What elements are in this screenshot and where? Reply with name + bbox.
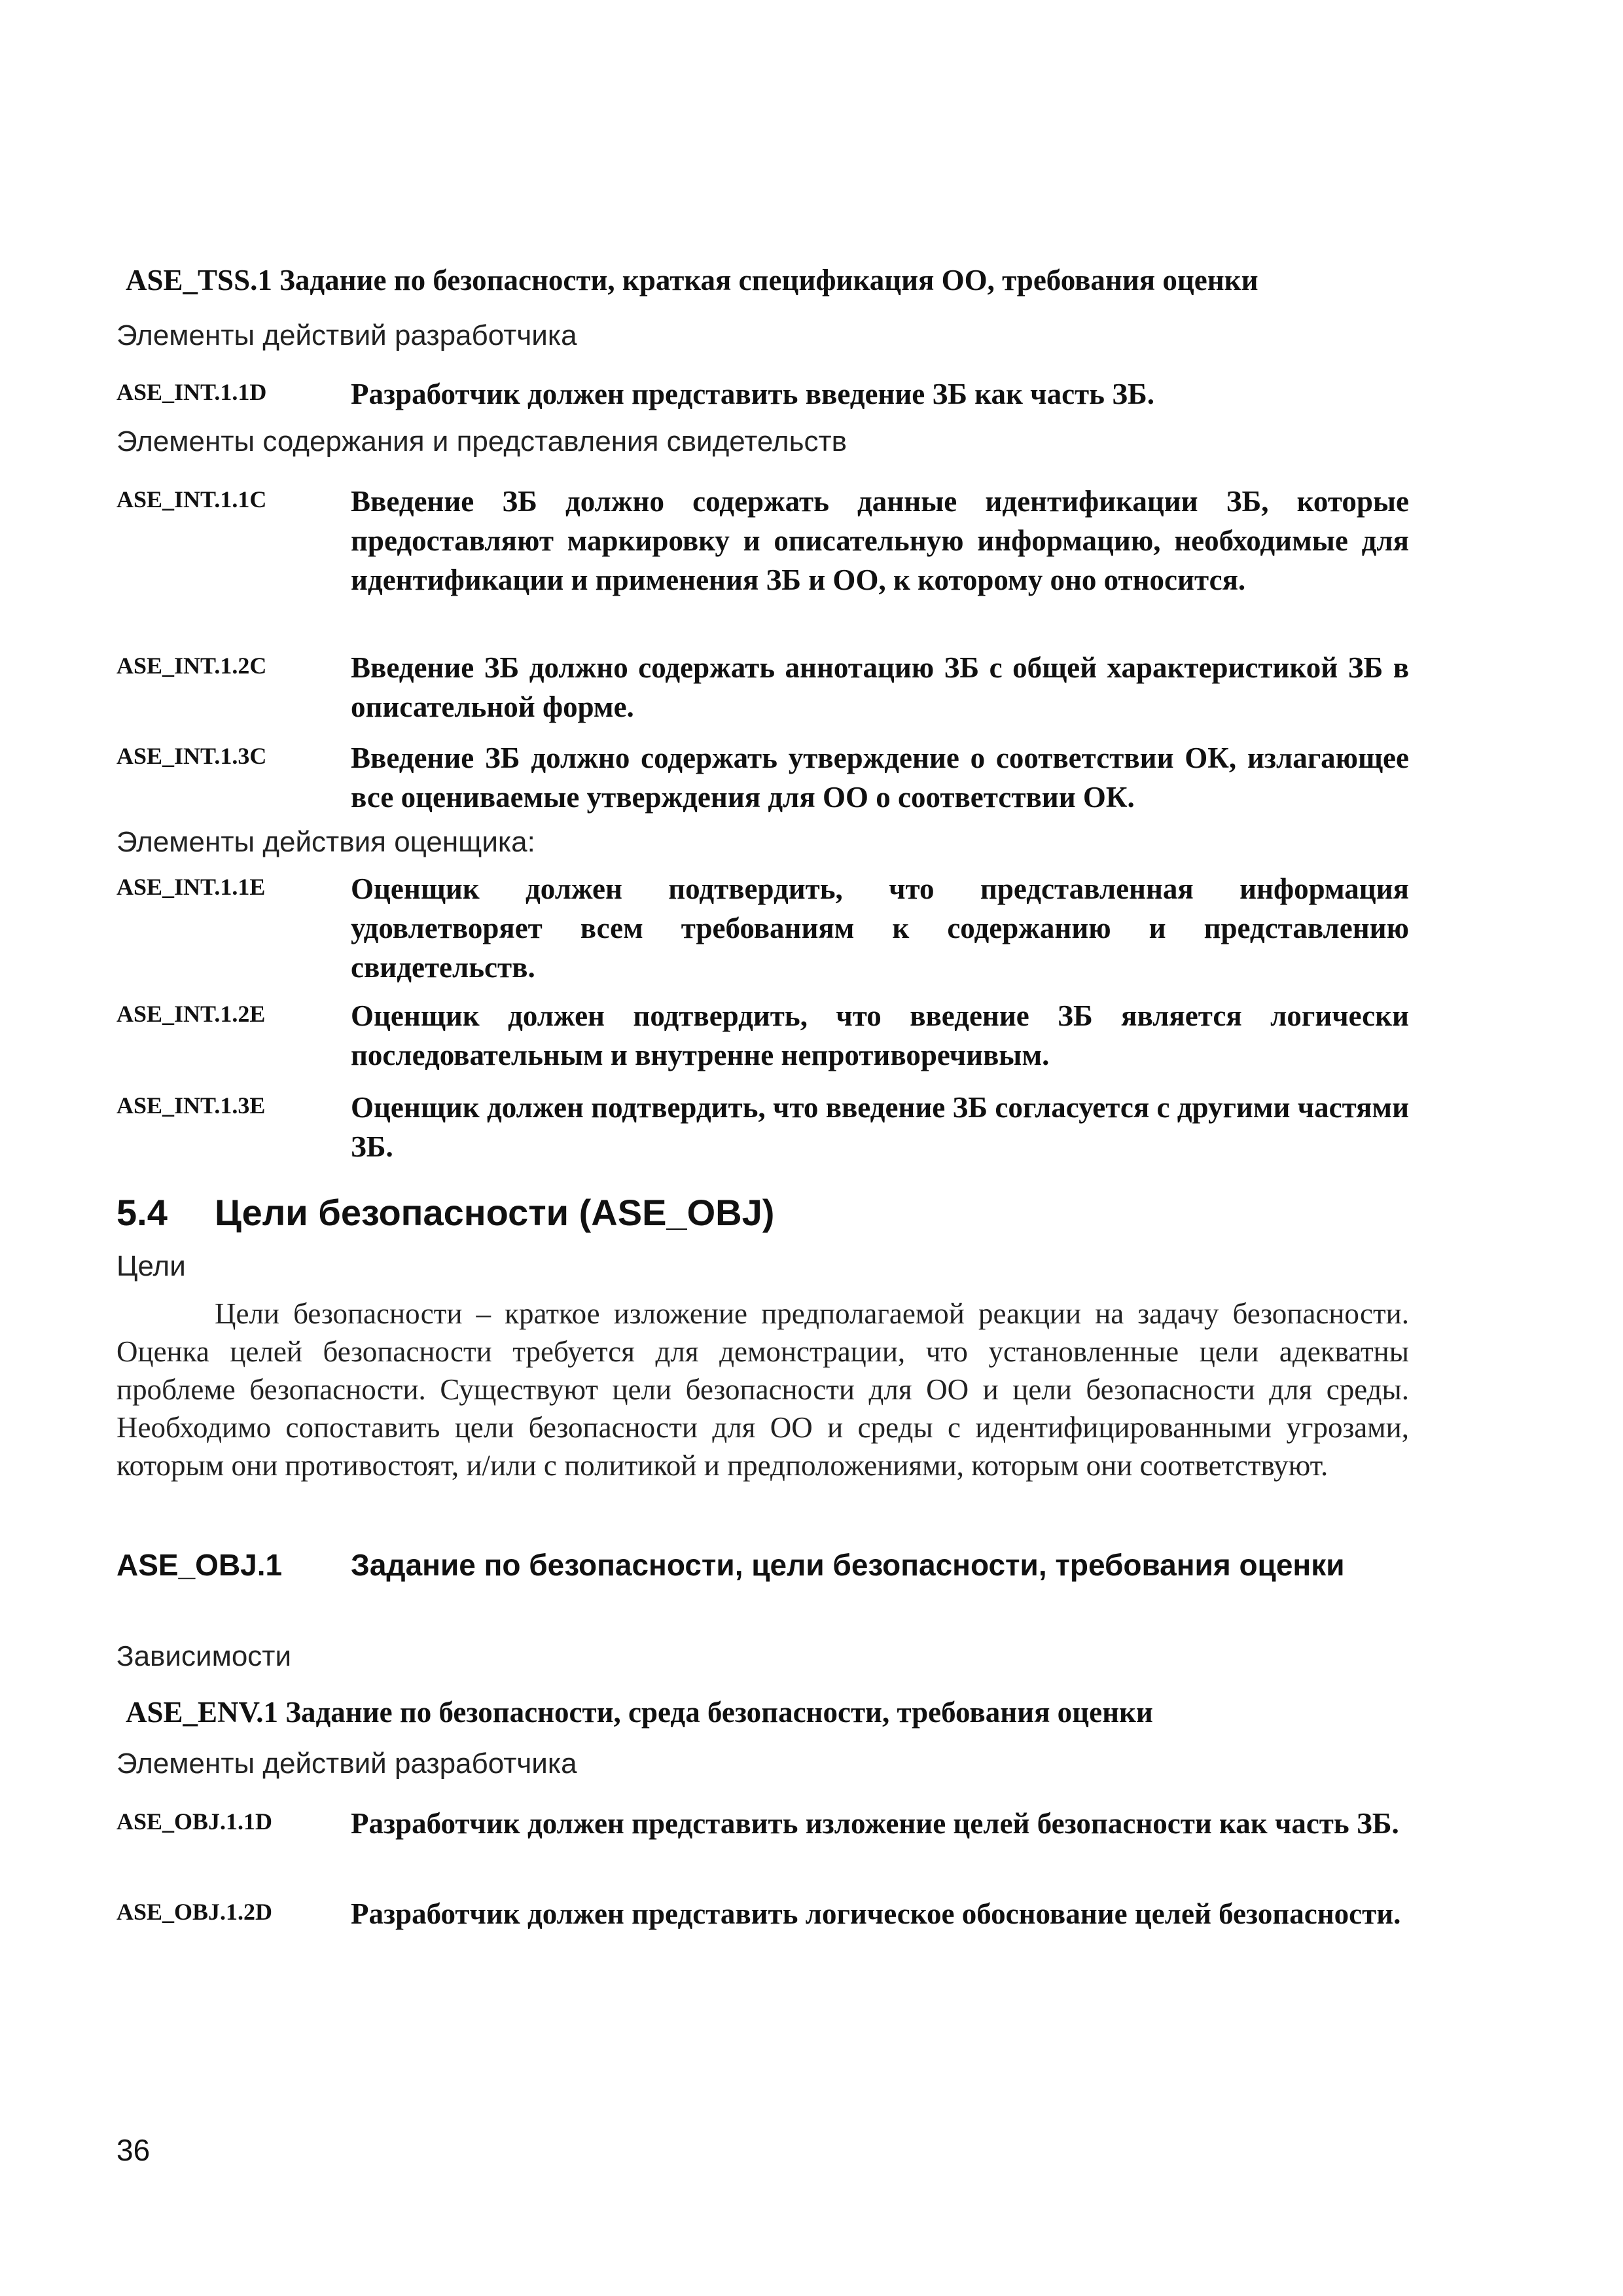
requirement-code: ASE_INT.1.2C (116, 653, 267, 679)
requirement-text: Разработчик должен представить изложение целей безопасности как часть ЗБ. (351, 1807, 1399, 1840)
component-name: Задание по безопасности, цели безопасности, требования оценки (351, 1548, 1345, 1582)
requirement-text: Оценщик должен подтвердить, что представленная информация удовлетворяет всем требованиям к содержанию и представлению свидетельств. (351, 872, 1409, 984)
requirement-code: ASE_INT.1.1E (116, 874, 266, 900)
subheading-developer-actions: Элементы действий разработчика (116, 319, 577, 351)
goals-paragraph: Цели безопасности – краткое изложение предполагаемой реакции на задачу безопасности. Оценка целей безопасности требуется для демонстрации, что установленные цели адекватны проблеме безопасности. Существуют цели безопасности для ОО и цели безопасности для среды. Необходимо сопоставить цели безопасности для ОО и среды с идентифицированными угрозами, которым они противостоят, и/или с политикой и предположениями, которым они соответствуют. (116, 1297, 1409, 1482)
subheading-dependencies: Зависимости (116, 1640, 292, 1672)
requirement-text: Введение ЗБ должно содержать данные идентификации ЗБ, которые предоставляют маркировку и описательную информацию, необходимые для идентификации и применения ЗБ и ОО, к которому оно относится. (351, 485, 1409, 596)
section-heading (116, 1191, 774, 1234)
requirement-code: ASE_INT.1.2E (116, 1001, 266, 1027)
page-number: 36 (116, 2133, 151, 2167)
dependency-line: ASE_TSS.1 Задание по безопасности, краткая спецификация ОО, требования оценки (126, 264, 1258, 296)
requirement-code: ASE_INT.1.3C (116, 743, 267, 769)
requirement-code: ASE_INT.1.1C (116, 486, 267, 512)
component-code: ASE_OBJ.1 (116, 1548, 283, 1582)
subheading-goals: Цели (116, 1250, 186, 1282)
subheading-content-elements: Элементы содержания и представления свидетельств (116, 425, 847, 457)
requirement-code: ASE_OBJ.1.1D (116, 1808, 273, 1835)
requirement-code: ASE_OBJ.1.2D (116, 1899, 273, 1925)
subheading-evaluator-actions: Элементы действия оценщика: (116, 826, 535, 858)
requirement-text: Оценщик должен подтвердить, что введение ЗБ согласуется с другими частями ЗБ. (351, 1091, 1409, 1163)
requirement-code: ASE_INT.1.1D (116, 379, 267, 405)
requirement-text: Оценщик должен подтвердить, что введение ЗБ является логически последовательным и внутренне непротиворечивым. (351, 999, 1409, 1071)
requirement-text: Разработчик должен представить введение ЗБ как часть ЗБ. (351, 378, 1154, 410)
requirement-text: Разработчик должен представить логическое обоснование целей безопасности. (351, 1897, 1401, 1930)
requirement-text: Введение ЗБ должно содержать утверждение о соответствии ОК, излагающее все оцениваемые утверждения для ОО о соответствии ОК. (351, 742, 1409, 814)
section-title: Цели безопасности (ASE_OBJ) (215, 1192, 775, 1233)
requirement-code: ASE_INT.1.3E (116, 1092, 266, 1119)
dependency-line: ASE_ENV.1 Задание по безопасности, среда безопасности, требования оценки (126, 1696, 1153, 1729)
section-number: 5.4 (116, 1192, 168, 1233)
subheading-developer-actions: Элементы действий разработчика (116, 1748, 577, 1780)
requirement-text: Введение ЗБ должно содержать аннотацию ЗБ с общей характеристикой ЗБ в описательной форме. (351, 651, 1409, 723)
